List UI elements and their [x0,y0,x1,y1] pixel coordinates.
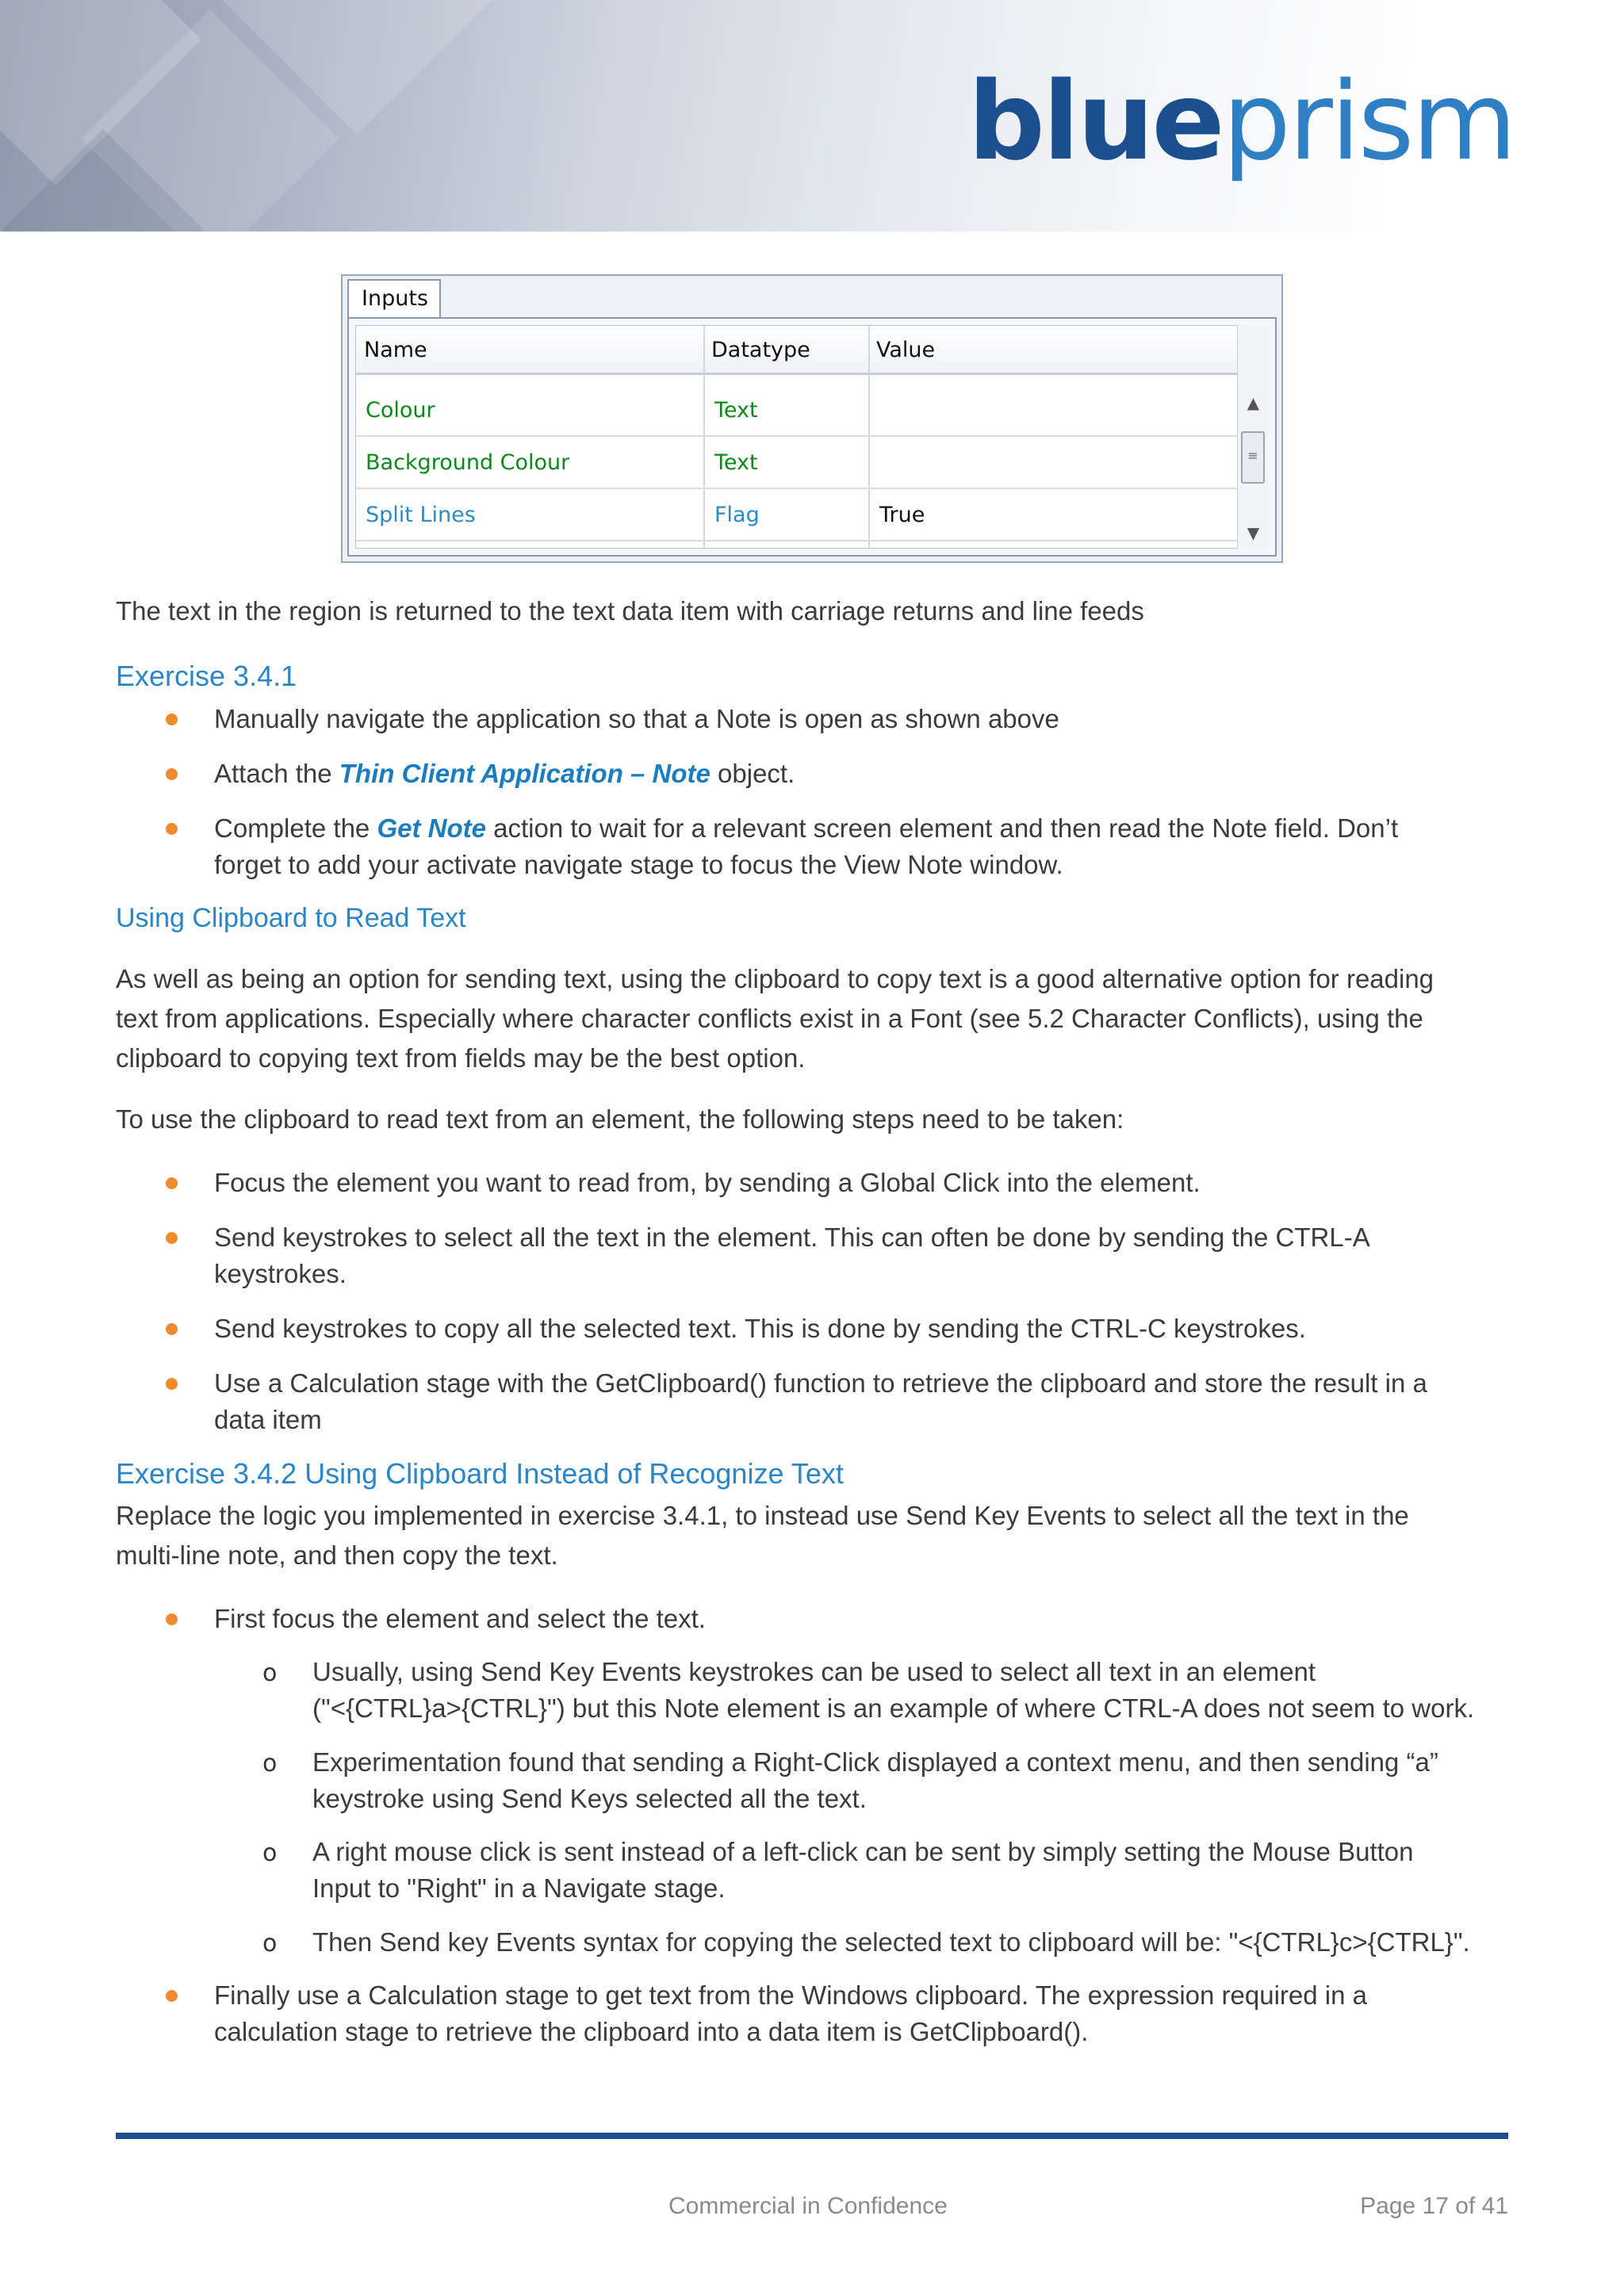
row-name: Split Lines [366,503,476,527]
exercise-342-substep-1-cont: ("<{CTRL}a>{CTRL}") but this Note element is an example of where CTRL-A does not seem to work. [312,1693,1475,1723]
exercise-341-step-2 [214,759,795,789]
exercise-342-substep-3-cont: Input to "Right" in a Navigate stage. [312,1873,726,1903]
exercise-341-heading: Exercise 3.4.1 [116,660,297,692]
sub-bullet-marker: o [262,1930,278,1957]
inputs-dialog [341,274,1283,563]
row-name: Colour [366,398,435,423]
bullet-icon [166,714,178,725]
exercise-341-step-1: Manually navigate the application so that a Note is open as shown above [214,704,1059,733]
clipboard-step-2-cont: keystrokes. [214,1259,347,1288]
clipboard-paragraph-line: text from applications. Especially where character conflicts exist in a Font (see 5.2 Character Conflicts), using the [116,1004,1423,1033]
exercise-342-substep-2-cont: keystroke using Send Keys selected all the text. [312,1784,867,1813]
exercise-342-substep-2: Experimentation found that sending a Right-Click displayed a context menu, and then sending “a” [312,1747,1438,1777]
inputs-grid [355,325,1242,549]
sub-bullet-marker: o [262,1659,278,1687]
object-name: Thin Client Application – Note [339,759,710,788]
step-2-suffix: object. [710,759,795,788]
exercise-342-step-2: Finally use a Calculation stage to get text from the Windows clipboard. The expression required in a [214,1980,1367,2010]
step-3-suffix: action to wait for a relevant screen element and then read the Note field. Don’t [485,813,1399,843]
row-datatype: Text [714,398,758,423]
scroll-up-icon[interactable]: ▲ [1247,393,1260,412]
bullet-icon [166,1177,178,1189]
exercise-341-step-3 [214,813,1398,844]
clipboard-step-4-cont: data item [214,1405,322,1434]
grid-header [356,326,1241,375]
clipboard-step-2: Send keystrokes to select all the text in the element. This can often be done by sending the CTRL-A [214,1223,1370,1252]
clipboard-steps-intro: To use the clipboard to read text from an element, the following steps need to be taken: [116,1104,1124,1134]
column-header-value[interactable]: Value [876,338,936,362]
exercise-342-substep-4: Then Send key Events syntax for copying the selected text to clipboard will be: "<{CTRL}c>{CTRL}". [312,1927,1470,1957]
clipboard-paragraph-line: clipboard to copying text from fields may be the best option. [116,1043,806,1073]
column-header-datatype[interactable]: Datatype [711,338,810,362]
exercise-342-step-1: First focus the element and select the text. [214,1604,706,1633]
table-row[interactable] [356,385,1241,437]
scroll-down-icon[interactable]: ▼ [1247,523,1260,542]
vertical-scrollbar[interactable] [1237,325,1269,549]
exercise-342-substep-3: A right mouse click is sent instead of a left-click can be sent by simply setting the Mouse Button [312,1837,1414,1866]
row-datatype: Flag [714,503,760,527]
sub-bullet-marker: o [262,1839,278,1867]
sub-bullet-marker: o [262,1750,278,1777]
exercise-342-heading: Exercise 3.4.2 Using Clipboard Instead of Recognize Text [116,1457,844,1490]
table-row[interactable] [356,489,1241,541]
blueprism-logo [968,59,1515,186]
clipboard-paragraph-line: As well as being an option for sending text, using the clipboard to copy text is a good alternative option for reading [116,964,1434,993]
footer-divider [116,2133,1508,2139]
exercise-342-substep-1: Usually, using Send Key Events keystrokes can be used to select all text in an element [312,1657,1316,1686]
row-value[interactable]: True [879,503,925,527]
exercise-341-step-3-cont: forget to add your activate navigate stage to focus the View Note window. [214,850,1063,879]
intro-paragraph: The text in the region is returned to the text data item with carriage returns and line feeds [116,596,1144,626]
bullet-icon [166,1378,178,1390]
column-header-name[interactable]: Name [364,338,427,362]
bullet-icon [166,1990,178,2002]
exercise-342-paragraph-line: Replace the logic you implemented in exercise 3.4.1, to instead use Send Key Events to select all the text in the [116,1501,1409,1530]
footer-page-number: Page 17 of 41 [1360,2193,1508,2219]
bullet-icon [166,1323,178,1335]
clipboard-section-heading: Using Clipboard to Read Text [116,903,466,933]
footer-confidentiality: Commercial in Confidence [668,2193,948,2219]
bullet-icon [166,768,178,780]
bullet-icon [166,823,178,835]
logo-text-blue: blue [967,59,1223,185]
row-datatype: Text [714,450,758,475]
bullet-icon [166,1613,178,1625]
bullet-icon [166,1232,178,1244]
clipboard-step-4: Use a Calculation stage with the GetClipboard() function to retrieve the clipboard and store the result in a [214,1368,1427,1398]
tab-inputs[interactable]: Inputs [347,279,441,319]
logo-text-prism: prism [1222,59,1515,185]
row-name: Background Colour [366,450,570,475]
clipboard-step-3: Send keystrokes to copy all the selected text. This is done by sending the CTRL-C keystrokes. [214,1314,1306,1343]
scroll-thumb[interactable]: ≡ [1241,431,1265,484]
exercise-342-step-2-cont: calculation stage to retrieve the clipboard into a data item is GetClipboard(). [214,2017,1089,2046]
exercise-342-paragraph-line: multi-line note, and then copy the text. [116,1540,558,1570]
action-name: Get Note [377,813,486,843]
inputs-frame [347,317,1277,557]
step-3-prefix: Complete the [214,813,377,843]
table-row[interactable] [356,437,1241,489]
clipboard-step-1: Focus the element you want to read from, by sending a Global Click into the element. [214,1168,1201,1197]
step-2-prefix: Attach the [214,759,339,788]
